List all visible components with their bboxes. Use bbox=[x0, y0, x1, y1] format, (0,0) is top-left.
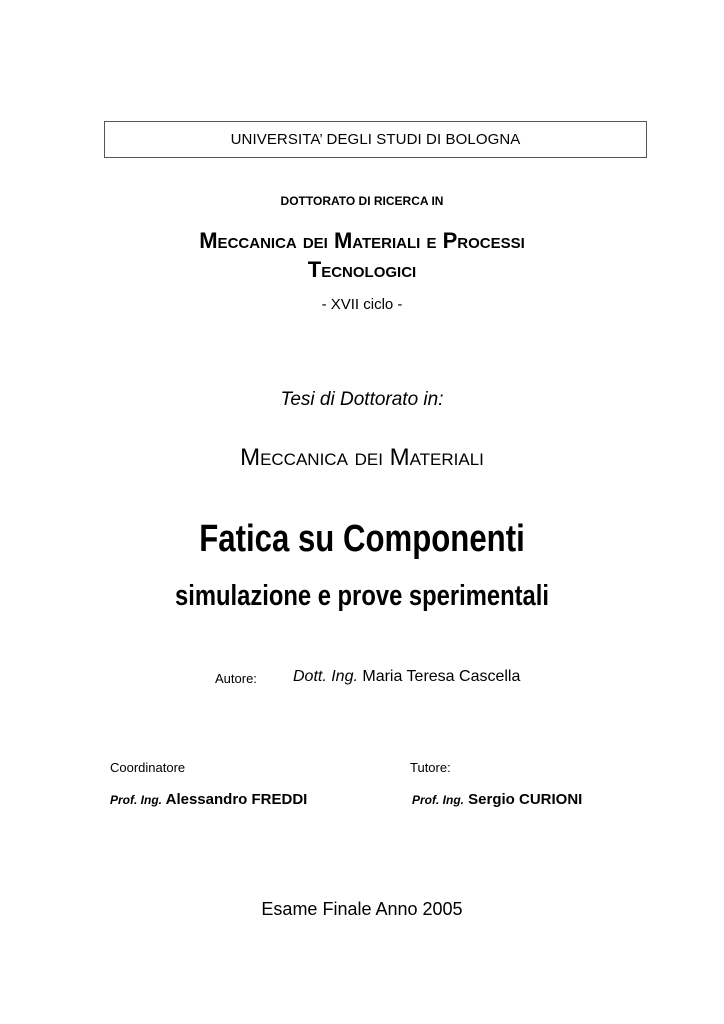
thesis-label: Tesi di Dottorato in: bbox=[280, 389, 444, 410]
thesis-subject: Meccanica dei Materiali bbox=[240, 444, 484, 471]
tutor-value bbox=[412, 791, 582, 808]
doctorate-label: DOTTORATO DI RICERCA IN bbox=[280, 194, 444, 208]
author-name: Maria Teresa Cascella bbox=[362, 668, 521, 685]
tutor-title: Prof. Ing. bbox=[412, 793, 464, 807]
coordinator-title: Prof. Ing. bbox=[110, 793, 162, 807]
cycle-label: - XVII ciclo - bbox=[321, 296, 403, 313]
thesis-title: Fatica su Componenti bbox=[199, 518, 525, 560]
coordinator-name: Alessandro FREDDI bbox=[165, 791, 308, 808]
author-title: Dott. Ing. bbox=[293, 668, 358, 685]
program-title-line1: Meccanica dei Materiali e Processi bbox=[199, 228, 525, 253]
coordinator-value bbox=[110, 791, 307, 808]
coordinator-label: Coordinatore bbox=[110, 760, 186, 775]
author-label: Autore: bbox=[215, 671, 257, 686]
university-box bbox=[104, 121, 647, 158]
tutor-name: Sergio CURIONI bbox=[468, 791, 583, 808]
university-name: UNIVERSITA’ DEGLI STUDI DI BOLOGNA bbox=[230, 131, 521, 148]
author-value bbox=[293, 668, 520, 686]
thesis-subtitle: simulazione e prove sperimentali bbox=[174, 580, 549, 612]
program-title-line2: Tecnologici bbox=[307, 257, 417, 282]
program-title bbox=[0, 226, 724, 284]
final-exam-line: Esame Finale Anno 2005 bbox=[261, 899, 463, 919]
tutor-label: Tutore: bbox=[410, 760, 451, 775]
